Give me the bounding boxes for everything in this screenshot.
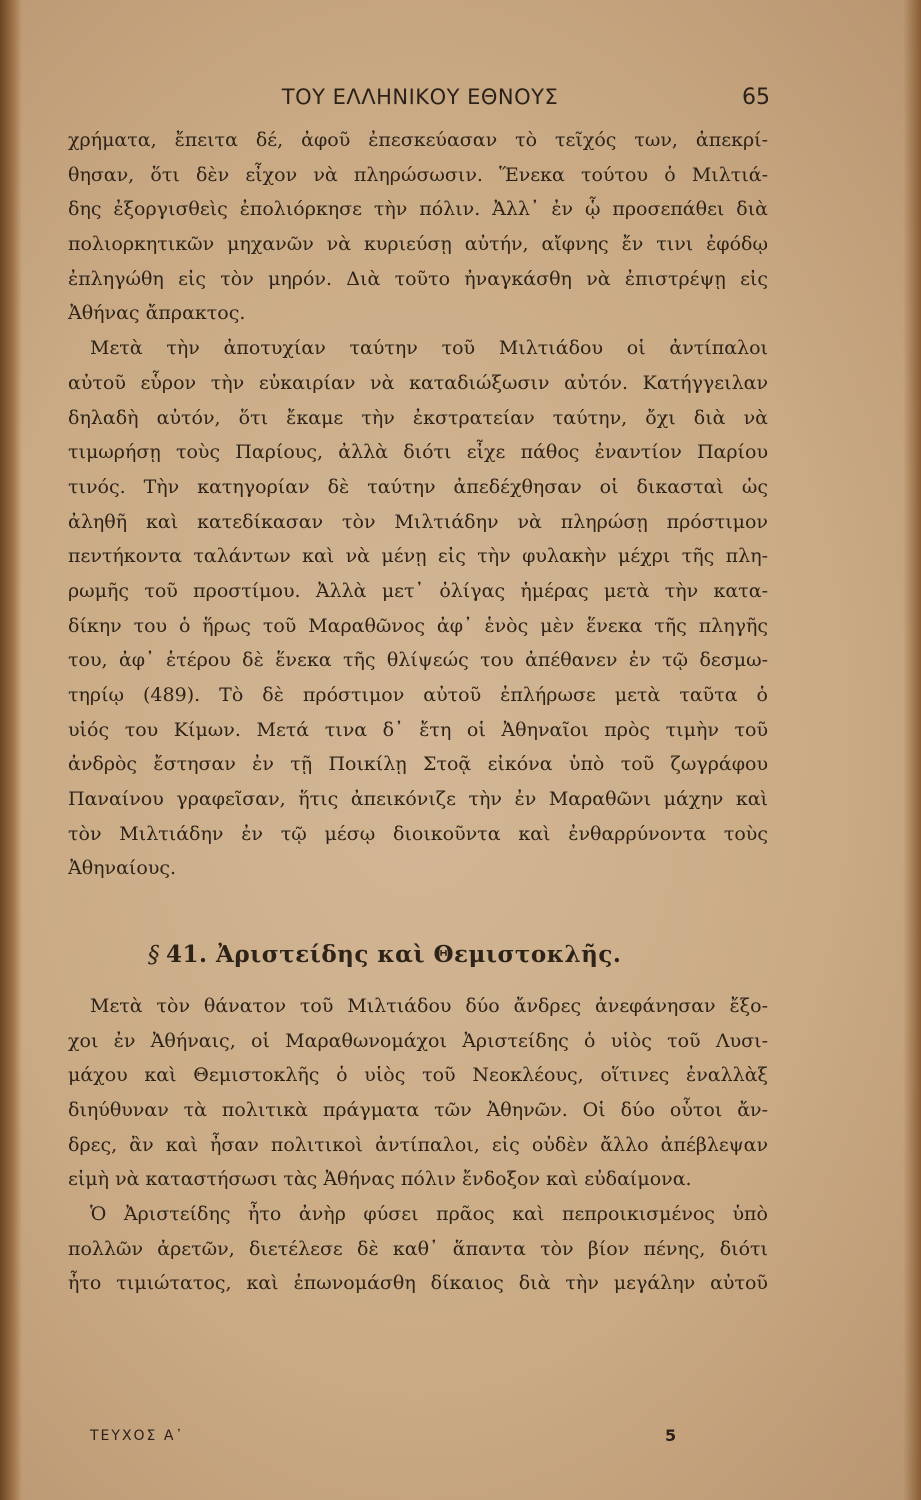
- text-line: τηρίῳ (489). Τὸ δὲ πρόστιμον αὐτοῦ ἐπλήρωσε μετὰ ταῦτα ὁ: [68, 684, 768, 706]
- text-line: τὸν Μιλτιάδην ἐν τῷ μέσῳ διοικοῦντα καὶ ἐνθαρρύνοντα τοὺς: [68, 822, 768, 845]
- text-line: υἱός του Κίμων. Μετά τινα δ᾽ ἔτη οἱ Ἀθηναῖοι πρὸς τιμὴν τοῦ: [68, 718, 768, 741]
- text-block: [68, 123, 768, 1301]
- text-line: χρήματα, ἔπειτα δέ, ἀφοῦ ἐπεσκεύασαν τὸ τεῖχός των, ἀπεκρί-: [68, 129, 768, 151]
- text-line: δρες, ἂν καὶ ἦσαν πολιτικοὶ ἀντίπαλοι, εἰς οὐδὲν ἄλλο ἀπέβλεψαν: [68, 1133, 768, 1156]
- text-line: χοι ἐν Ἀθήναις, οἱ Μαραθωνομάχοι Ἀριστείδης ὁ υἱὸς τοῦ Λυσι-: [68, 1029, 768, 1052]
- text-line: πολιορκητικῶν μηχανῶν νὰ κυριεύσῃ αὐτήν, αἴφνης ἔν τινι ἐφόδῳ: [68, 233, 768, 256]
- section-heading: [148, 921, 768, 989]
- text-line: ἦτο τιμιώτατος, καὶ ἐπωνομάσθη δίκαιος διὰ τὴν μεγάλην αὐτοῦ: [68, 1272, 768, 1295]
- text-line: Ὁ Ἀριστείδης ἦτο ἀνὴρ φύσει πρᾶος καὶ πεπροικισμένος ὑπὸ: [90, 1202, 768, 1225]
- text-line: δης ἐξοργισθεὶς ἐπολιόρκησε τὴν πόλιν. Ἀλλ᾽ ἐν ᾧ προσεπάθει διὰ: [68, 198, 768, 221]
- text-line: Μετὰ τὴν ἀποτυχίαν ταύτην τοῦ Μιλτιάδου οἱ ἀντίπαλοι: [90, 337, 768, 360]
- text-line: ἀληθῆ καὶ κατεδίκασαν τὸν Μιλτιάδην νὰ πληρώσῃ πρόστιμον: [68, 510, 768, 533]
- text-line: ἐπληγώθη εἰς τὸν μηρόν. Διὰ τοῦτο ἠναγκάσθη νὰ ἐπιστρέψῃ εἰς: [68, 267, 768, 290]
- section-sign: §: [148, 941, 160, 968]
- running-title: ΤΟΥ ΕΛΛΗΝΙΚΟΥ ΕΘΝΟΥΣ: [281, 85, 559, 109]
- text-line: πολλῶν ἀρετῶν, διετέλεσε δὲ καθ᾽ ἅπαντα τὸν βίον πένης, διότι: [68, 1237, 768, 1260]
- text-line: Μετὰ τὸν θάνατον τοῦ Μιλτιάδου δύο ἄνδρες ἀνεφάνησαν ἔξο-: [90, 994, 768, 1017]
- text-line: θησαν, ὅτι δὲν εἶχον νὰ πληρώσωσιν. Ἕνεκα τούτου ὁ Μιλτιά-: [68, 163, 768, 186]
- text-line: δηλαδὴ αὐτόν, ὅτι ἔκαμε τὴν ἐκστρατείαν ταύτην, ὄχι διὰ νὰ: [68, 406, 768, 429]
- page-edge-shadow: [903, 0, 921, 1500]
- text-line: τιμωρήσῃ τοὺς Παρίους, ἀλλὰ διότι εἶχε πάθος ἐναντίον Παρίου: [68, 441, 768, 464]
- text-line: τινός. Τὴν κατηγορίαν δὲ ταύτην ἀπεδέχθησαν οἱ δικασταὶ ὡς: [68, 475, 768, 498]
- text-line: δίκην του ὁ ἥρως τοῦ Μαραθῶνος ἀφ᾽ ἑνὸς μὲν ἕνεκα τῆς πληγῆς: [68, 614, 768, 637]
- page-header: [70, 85, 770, 115]
- text-line: εἰμὴ νὰ καταστήσωσι τὰς Ἀθήνας πόλιν ἔνδοξον καὶ εὐδαίμονα.: [68, 1168, 692, 1191]
- page-footer: [90, 1428, 770, 1454]
- page-spine-shadow: [0, 0, 22, 1500]
- section-title: 41. Ἀριστείδης καὶ Θεμιστοκλῆς.: [166, 940, 622, 968]
- text-line: πεντήκοντα ταλάντων καὶ νὰ μένῃ εἰς τὴν φυλακὴν μέχρι τῆς πλη-: [68, 545, 768, 568]
- text-line: Ἀθηναίους.: [68, 857, 177, 880]
- text-line: του, ἀφ᾽ ἑτέρου δὲ ἕνεκα τῆς θλίψεώς του ἀπέθανεν ἐν τῷ δεσμω-: [68, 649, 768, 672]
- sheet-number: 5: [665, 1426, 677, 1445]
- text-line: διηύθυναν τὰ πολιτικὰ πράγματα τῶν Ἀθηνῶν. Οἱ δύο οὗτοι ἄν-: [68, 1098, 768, 1121]
- text-line: ἀνδρὸς ἔστησαν ἐν τῇ Ποικίλῃ Στοᾷ εἰκόνα ὑπὸ τοῦ ζωγράφου: [68, 753, 768, 776]
- text-line: αὐτοῦ εὗρον τὴν εὐκαιρίαν νὰ καταδιώξωσιν αὐτόν. Κατήγγειλαν: [68, 371, 768, 394]
- text-line: μάχου καὶ Θεμιστοκλῆς ὁ υἱὸς τοῦ Νεοκλέους, οἵτινες ἐναλλὰξ: [68, 1064, 768, 1087]
- page-number: 65: [742, 85, 770, 110]
- section-spacer: [68, 886, 768, 921]
- text-line: Ἀθήνας ἄπρακτος.: [68, 302, 246, 325]
- text-line: Παναίνου γραφεῖσαν, ἥτις ἀπεικόνιζε τὴν ἐν Μαραθῶνι μάχην καὶ: [68, 788, 768, 811]
- signature-mark: ΤΕΥΧΟΣ Α᾽: [90, 1428, 185, 1444]
- text-line: ρωμῆς τοῦ προστίμου. Ἀλλὰ μετ᾽ ὀλίγας ἡμέρας μετὰ τὴν κατα-: [68, 579, 768, 602]
